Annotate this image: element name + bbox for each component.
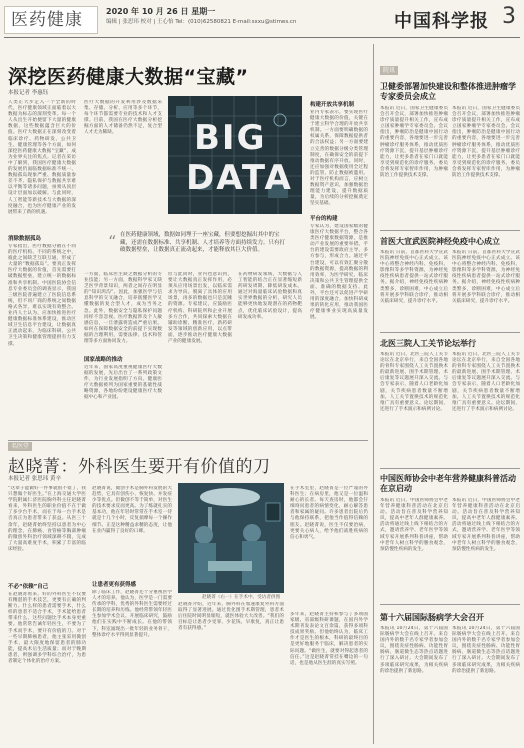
top-rule [4,37,520,38]
issue-date: 2020 年 10 月 26 日 星期一 [106,7,216,16]
news3-title: 北医三院人工关节论坛举行 [380,339,476,348]
surgery-graphic [178,483,284,593]
lead-col1-top: 人类正大步走入一个全新的时代，医疗健康领域正面临着以大数据为标志的深刻变革。每一个人从出生开始便留下大量的健康数据，这些数据蕴含巨大的价值。医疗大数据正在深刻改变着临床诊疗、药物研发、公共卫生、健康管理等各个方面，如何深挖医药健康大数据“宝藏”，成为业界关注的焦点。记者在采访中了解到，我国医疗健康大数据的发展仍面临数据标准不统一、数据孤岛现象严重、数据质量参差不齐、隐私保护与数据共享难以平衡等诸多问题，亟须从顶层设计层面加以破解。与此同时，人工智能等新技术与大数据的深度融合，也为医疗健康产业的发展带来了新的机遇。 [8,100,76,215]
news1-text-a: 本报讯 近日，国家卫生健康委员会召开会议，部署加快推进肿瘤诊疗质量提升相关工作，宣布成立国家肿瘤学专家委员会。会议指出，肿瘤防治是健康中国行动的重要内容，各地要进一步完善肿瘤诊疗服务体系，推动优质医疗资源下沉，提升基层肿瘤诊疗能力，让更多患者在家门口就能享受到规范化的诊疗服务。委员会将发挥专家智库作用，为肿瘤防治工作提供技术支撑。 [380,106,448,179]
feature-byline: 本报记者 张思玮 黄辛 [8,476,61,482]
news2-title: 首医大宣武医院神经免疫中心成立 [380,237,500,246]
news5-text-a: 本报讯 10月24日，第十六届国际肠病学大会在线上召开。来自国内外的数千名专家学者参加会议，围绕炎症性肠病、功能性胃肠病、肠道微生态等热点话题进行了深入研讨。大会期间发布了多项临床研究成果，为相关疾病的诊治提供了新思路。 [380,626,448,674]
editor-line: 编辑 | 张思玮 校对 | 王心怡 Tel：(010)62580821 E-mail:sxxu@stimes.cn [106,19,297,25]
masthead [0,0,524,38]
data-word: DATA [186,158,293,198]
page-number: 3 [502,4,516,29]
surgery-photo [178,483,284,593]
lead-subhead-2: 国家战略的推动 [84,357,123,363]
big-data-illustration [168,96,302,214]
news4-text-b: 本报讯 近日，中国医师协会中老年营养健康科普活动在北京启动。活动旨在普及科学营养知识，提高中老年人群健康素养。活动将通过线上线下相结合的方式，邀请营养学、老年医学等领域专家开展系列科普讲座，帮助中老年人树立科学的膳食观念，预防慢性疾病的发生。 [452,498,520,552]
lead-headline: 深挖医药健康大数据“宝藏” [8,66,249,88]
lead-col2-rest: 一方面，临床医生缺乏数据分析的专业技能；另一方面，数据科学家又缺乏医学背景知识，两者之间存在明显的“知识鸿沟”。因此，加强医学与信息科学的交叉融合，培养既懂医学又懂数据的复合型人才，成为当务之急。此外，数据安全与隐私保护问题同样不容忽视。医疗数据涉及个人敏感信息，一旦泄露将造成严重后果。如何在保障数据安全的前提下实现数据的合理利用，需要法律、技术和管理等多方面协同发力。 [84,272,162,345]
sidebar-rule-4 [380,604,520,605]
quote-mark-icon: “ [108,232,117,251]
news1-text-b: 本报讯 近日，国家卫生健康委员会召开会议，部署加快推进肿瘤诊疗质量提升相关工作，宣布成立国家肿瘤学专家委员会。会议指出，肿瘤防治是健康中国行动的重要内容，各地要进一步完善肿瘤诊疗服务体系，推动优质医疗资源下沉，提升基层肿瘤诊疗能力，让更多患者在家门口就能享受到规范化的诊疗服务。委员会将发挥专家智库作用，为肿瘤防治工作提供技术支撑。 [452,106,520,179]
news1-title: 卫健委部署加快建设和整体推进肿瘤学专家委员会成立 [380,82,516,101]
lead-byline: 本报记者 李惠钰 [8,90,49,96]
lead-subhead-3: 平台的构建 [310,216,338,222]
news2-text-b: 本报讯 日前，首都医科大学宣武医院神经免疫中心正式成立。该中心将整合神经内科、免疫科、影像科等多学科资源，为神经免疫性疾病患者提供一站式诊疗服务。据介绍，神经免疫性疾病种类繁多，诊断困难，中心成立后将开展多学科联合诊疗，推动相关临床研究，提升诊疗水平。 [452,250,520,304]
sidebar-rule-2 [380,332,520,333]
photo-caption: 赵晓菁（右一）在手术中。受访者供图 [202,595,281,600]
feature-col1b: 在赵晓菁看来，好的外科医生不仅要有精湛的手术技艺，更要有正确的判断力。什么样的患者需要手术，什么样的患者不适合手术，手术能给患者带来什么，这些问题比手术本身更重要。他常常告诫年轻医生，不要为了手术而手术，要开有价值的刀。对于一些早期肺癌患者，他主张采用微创手术，最大限度地保留患者的肺功能，提高术后生活质量；而对于晚期患者，则强调多学科综合治疗，为患者制定个体化的治疗方案。 [8,592,86,665]
sidebar-rule-1 [380,230,520,231]
feature-col4b: 多年来，赵晓菁主持和参与了多项国家级、省部级科研课题，在国内外学术期刊发表论文百余篇，获得多项科技成果奖励。但他始终认为，临床工作才是医生的根本，科研的最终目的是更好地服务于临床，解决患者的实际问题。“做医生，就要对得起患者的信任。”这是赵晓菁常挂在嘴边的一句话，也是他从医生涯的真实写照。 [290,612,368,666]
lead-col2-top: 医疗大数据的开发利用涉及数据采集、存储、分析、应用等多个环节，每个环节都需要专业的技术和人才支撑。目前，我国在医疗大数据分析挖掘方面的人才储备仍然不足，复合型人才尤为稀缺。 [84,100,162,136]
news3-text-a: 本报讯 近日，北医三院人工关节论坛在北京举行，来自全国各地的骨科专家围绕人工关节置换术的最新进展、围手术期管理、术后康复等议题展开深入交流。与会专家表示，随着人口老龄化加剧，关节疾病患者数量不断增加，人工关节置换技术的规范化推广具有重要意义。论坛期间，还进行了手术演示和病例讨论。 [380,352,448,412]
section-name: 医药健康 [11,10,83,30]
news2-text-a: 本报讯 日前，首都医科大学宣武医院神经免疫中心正式成立。该中心将整合神经内科、免疫科、影像科等多学科资源，为神经免疫性疾病患者提供一站式诊疗服务。据介绍，神经免疫性疾病种类繁多，诊断困难，中心成立后将开展多学科联合诊疗，推动相关临床研究，提升诊疗水平。 [380,250,448,304]
big-word: BIG [194,118,267,158]
feature-headline: 赵晓菁：外科医生要开有价值的刀 [8,457,271,477]
lead-col3-rest: 在药物研发领域，大数据与人工智能的结合正在显著缩短新药研发周期、降低研发成本。通过对海量临床试验数据和真实世界数据的分析，研究人员能够更快地发现潜在的药物靶点，优化临床试验设计，提高研发成功率。 [238,272,302,320]
feature-col3: 赵晓菁介绍，近年来，胸外科在加速康复外科方面取得了显著进展。通过优化围手术期管理，患者术后住院时间明显缩短，就医体验大大改善。“我们的目标是让患者少受罪、少花钱、早康复，真正让患者有获得感。” [178,602,284,632]
feature-tag: 名医堂 [8,442,32,451]
news5-title: 第十六届国际肠病学大会召开 [380,613,484,622]
lead-col4-text: 业内专家表示，要实现医疗健康大数据的价值，关键在于建立科学合理的开放共享机制。一方面要明确数据的权属关系，保障数据提供者的合法权益；另一方面要建立完善的数据分级分类管理制度，在确保安全的前提下推动数据有序开放。同时，还应加强对数据使用全过程的监管，防止数据被滥用。对于医疗机构而言，应树立数据资产意识，加强数据治理能力建设，提升数据质量，为后续的分析挖掘奠定坚实基础。 [310,110,368,207]
sidebar-rule-3 [380,468,520,469]
sidebar-tag: 院讯 [380,66,398,75]
pull-quote: 在医药健康领域，数据如同埋于一座宝藏，但要想挖掘出其中的宝藏，还需在数据标准、共享机制、人才培养等方面持续发力。只有打破数据壁垒，让数据真正流动起来，才能释放其巨大价值。 [120,232,286,253]
lead-subhead-1: 消除数据孤岛 [8,236,42,242]
feature-subhead-2: 让患者更有获得感 [92,582,137,588]
lead-col4-head: 构建开放共享机制 [310,102,355,108]
newspaper-logo: 中国科学报 [394,11,489,32]
feature-subhead-1: 不必“依赖”自己 [8,584,49,590]
lead-col2-bottom: 近年来，国家高度重视健康医疗大数据的发展，先后出台了一系列政策文件，为行业发展指明了方向。健康医疗大数据被列为国家重要的基础性战略资源，各地纷纷建设健康医疗大数据中心和产业园。 [84,365,162,401]
feature-col2: 赵晓菁说，微创手术是胸外科发展的大趋势，它具有创伤小、恢复快、并发症少等优点。但微创不等于简单，对医生的技术要求反而更高。为了练就扎实的基本功，他在年轻时常常在手术室一待就是十几个小时，反复揣摩每一个操作细节。正是这种精益求精的态度，让他在业内赢得了良好的口碑。 [92,486,172,534]
lead-col4-rest: 专家认为，建设国家级的健康医疗大数据平台，整合各类医疗健康数据资源，是推动产业发展的重要举措。平台的建设需要政府主导、多方参与，形成合力。通过平台建设，可以有效汇聚分散的数据资源，提高数据的利用效率，为医学研究、临床决策和公共卫生管理提供全面、准确的数据支持。此外，平台还可以促进产学研用的深度融合，加快科研成果的转化应用，推动我国医疗健康事业实现高质量发展。 [310,224,368,321]
news5-text-b: 本报讯 10月24日，第十六届国际肠病学大会在线上召开。来自国内外的数千名专家学者参加会议，围绕炎症性肠病、功能性胃肠病、肠道微生态等热点话题进行了深入研讨。大会期间发布了多项临床研究成果，为相关疾病的诊治提供了新思路。 [452,626,520,674]
news3-text-b: 本报讯 近日，北医三院人工关节论坛在北京举行，来自全国各地的骨科专家围绕人工关节置换术的最新进展、围手术期管理、术后康复等议题展开深入交流。与会专家表示，随着人口老龄化加剧，关节疾病患者数量不断增加，人工关节置换技术的规范化推广具有重要意义。论坛期间，还进行了手术演示和病例讨论。 [452,352,520,412]
feature-col2b: 除了临床工作，赵晓菁还十分重视医学人才的培养。他认为，医学是一门需要传承的学科，优秀的外科医生需要经过长期的培养和历练。他经常带领年轻医生参加学术会议、开展临床研究，鼓励他们在实践中不断成长。在他的带领下，科室涌现出一批年轻的业务骨干，整体诊疗水平得到显著提升。 [92,590,172,638]
column-divider [373,44,374,744]
news4-title: 中国医师协会中老年营养健康科普活动在京启动 [380,474,516,493]
lead-col1-bottom: 专家指出，医疗数据分散在不同的医疗机构、不同的系统之中，彼此之间缺乏互联互通，形成了大量的“数据孤岛”。要真正发挥医疗大数据的价值，首先需要打破数据壁垒，建立统一的数据标准和共享机制。中国医院协会信息专业委员会的调查显示，我国三级医院普遍建立了医院信息系统，但不同厂商的系统之间数据格式各异，难以实现有效整合。业内人士认为，应加快推进医疗健康数据标准体系建设，推动区域卫生信息平台建设，让数据真正流动起来，为临床科研、公共卫生决策和健康管理提供有力支撑。 [8,244,76,347]
section-tab [4,6,98,34]
feature-rule [8,440,368,441]
feature-col4: 在手术室里，赵晓菁是一位严谨的外科医生；在病房里，他又是一位温和耐心的长者。每天查房时，他都会仔细询问患者的病情变化，耐心解答患者和家属的疑问。许多患者出院后仍与他保持联系，把他当作值得信赖的朋友。赵晓菁说，医生不仅要治病，更要关心病人，给予他们战胜疾病的信心和勇气。 [290,486,368,540]
feature-col1: “这辈子能做好一件事就很不错了，我只想做个好医生。”在上海交通大学医学院附属仁济医院胸外科主任赵晓菁看来，外科医生的职业价值不在于做了多少台手术，而在于每一台手术是否真正为患者带来了获益。从医三十余年，赵晓菁始终坚持以患者为中心的理念，在肺癌、食管癌等胸部肿瘤的微创外科治疗领域深耕不辍，完成了大量高难度手术，积累了丰富的临床经验。 [8,486,86,552]
news4-text-a: 本报讯 近日，中国医师协会中老年营养健康科普活动在北京启动。活动旨在普及科学营养知识，提高中老年人群健康素养。活动将通过线上线下相结合的方式，邀请营养学、老年医学等领域专家开展系列科普讲座，帮助中老年人树立科学的膳食观念，预防慢性疾病的发生。 [380,498,448,552]
lead-col3-top: 但与此同时，业内也意识到，要让大数据真正发挥作用，必须从应用场景出发，以临床需求为导向。脱离了具体的应用场景，再多的数据也只是沉睡的资源。专家建议，应鼓励医疗机构、科研院所和企业开展多方合作，共同探索大数据在辅助诊断、精准医疗、新药研发等领域的创新应用，以点带面，逐步推动医疗健康大数据产业的健康发展。 [168,272,232,345]
